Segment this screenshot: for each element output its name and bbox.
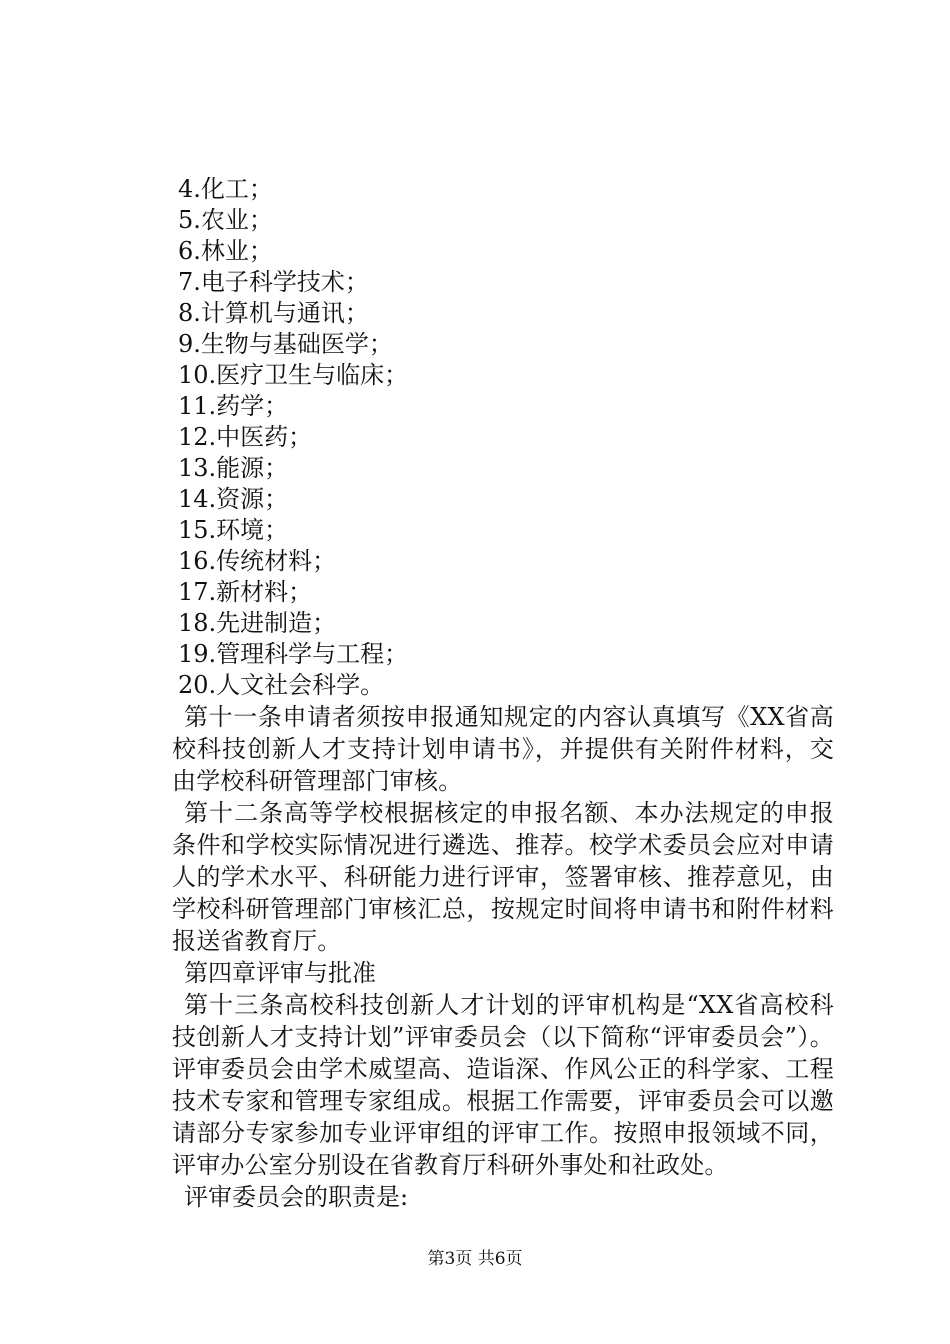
committee-duties-line: 评审委员会的职责是: [184,1183,409,1211]
chapter-4-heading: 第四章评审与批准 [184,959,376,987]
list-item: 11.药学； [178,392,289,420]
list-item: 4.化工； [178,175,273,203]
list-item: 15.环境； [178,516,289,544]
list-item: 10.医疗卫生与临床； [178,361,409,389]
list-item: 8.计算机与通讯； [178,299,369,327]
list-item: 13.能源； [178,454,289,482]
list-item: 19.管理科学与工程； [178,640,409,668]
list-item: 5.农业； [178,206,273,234]
page-footer: 第3页 共6页 [427,1249,523,1269]
article-12-paragraph: 第十二条高等学校根据核定的申报名额、本办法规定的申报条件和学校实际情况进行遴选、推荐。校学术委员会应对申请人的学术水平、科研能力进行评审，签署审核、推荐意见，由学校科研管理部门审核汇总，按规定时间将申请书和附件材料报送省教育厅。 [172,799,834,955]
list-item: 6.林业； [178,237,273,265]
article-11-paragraph: 第十一条申请者须按申报通知规定的内容认真填写《XX省高校科技创新人才支持计划申请书》，并提供有关附件材料，交由学校科研管理部门审核。 [172,703,834,795]
list-item: 18.先进制造； [178,609,337,637]
document-body [172,174,834,1213]
list-item: 14.资源； [178,485,289,513]
list-item: 9.生物与基础医学； [178,330,393,358]
list-item: 20.人文社会科学。 [178,671,385,699]
list-item: 7.电子科学技术； [178,268,369,296]
list-item: 12.中医药； [178,423,313,451]
article-13-paragraph: 第十三条高校科技创新人才计划的评审机构是“XX省高校科技创新人才支持计划”评审委员会（以下简称“评审委员会”）。评审委员会由学术威望高、造诣深、作风公正的科学家、工程技术专家和管理专家组成。根据工作需要，评审委员会可以邀请部分专家参加专业评审组的评审工作。按照申报领域不同，评审办公室分别设在省教育厅科研外事处和社政处。 [172,991,834,1179]
list-item: 17.新材料； [178,578,313,606]
list-item: 16.传统材料； [178,547,337,575]
field-list [172,174,834,701]
